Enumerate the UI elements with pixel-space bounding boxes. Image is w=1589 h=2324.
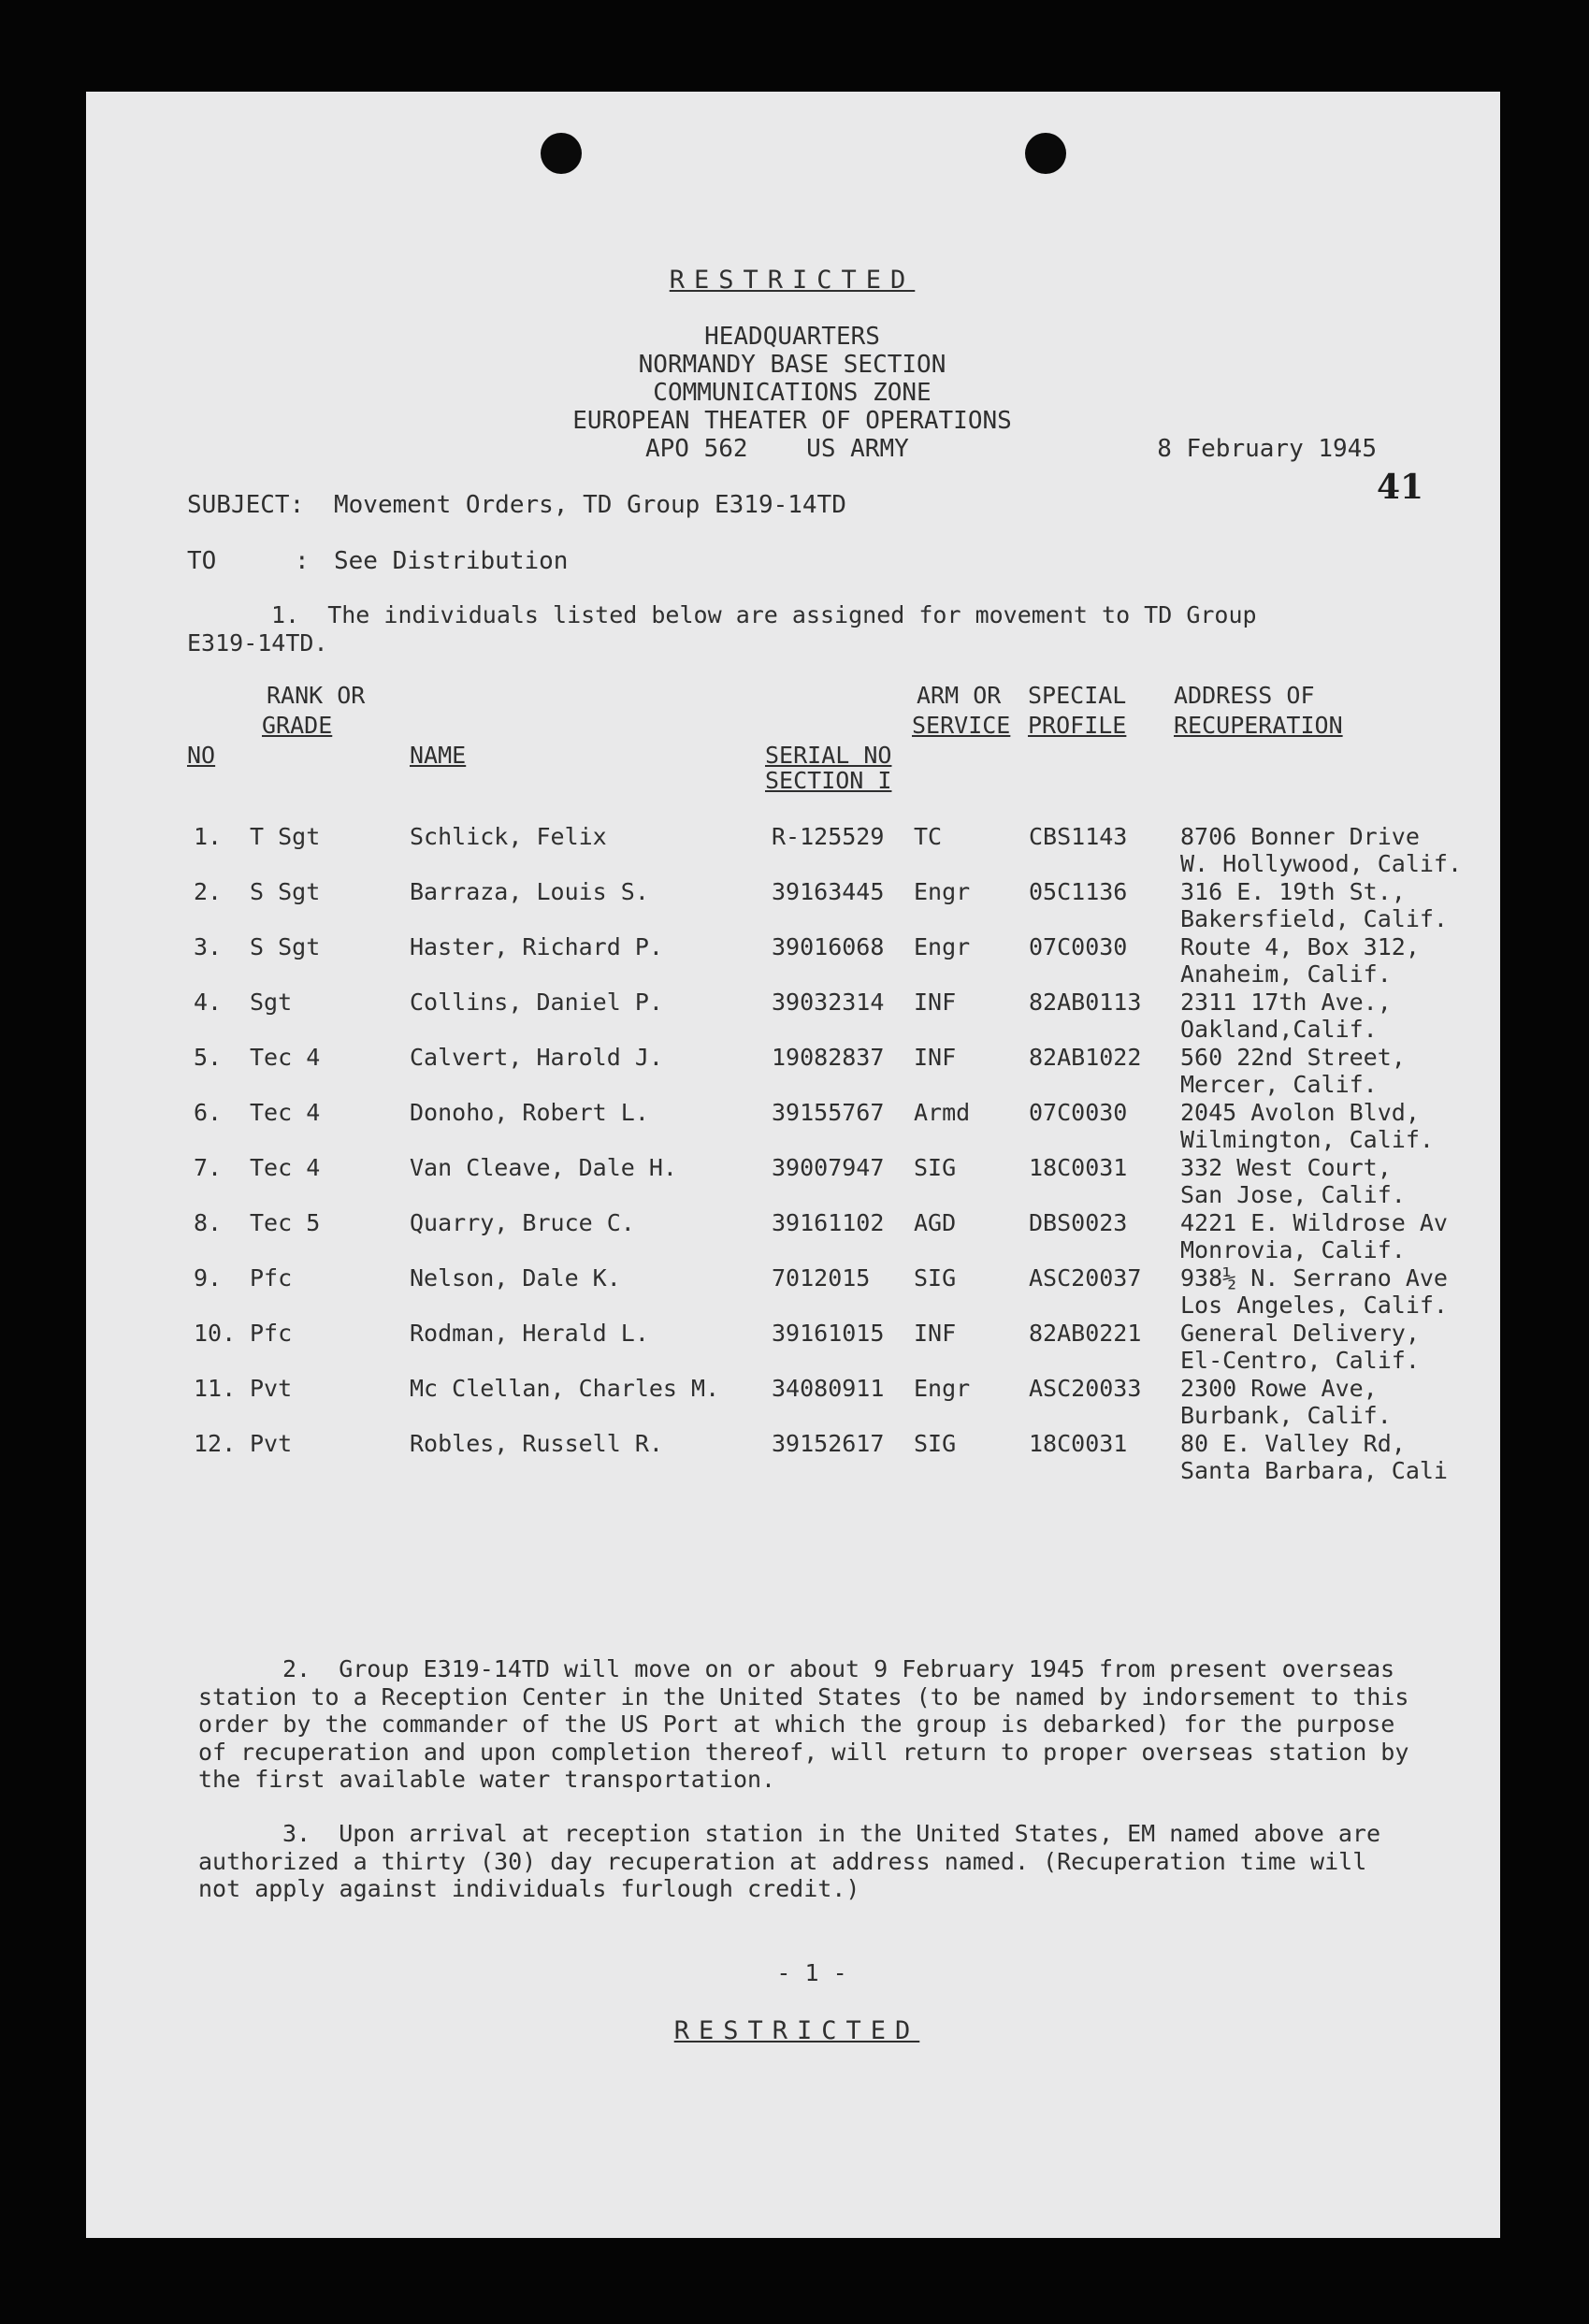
row-arm: SIG [914, 1154, 957, 1181]
row-number: 2. [194, 878, 223, 905]
letterhead-line-5: APO 562 US ARMY [645, 435, 909, 463]
document-page [86, 92, 1500, 2238]
row-name: Rodman, Herald L. [410, 1320, 649, 1347]
paragraph-2-line: order by the commander of the US Port at which the group is debarked) for the purpose [198, 1711, 1395, 1738]
row-address-line-1: 2300 Rowe Ave, [1180, 1375, 1378, 1402]
row-special: 05C1136 [1029, 878, 1128, 905]
row-address-line-2: Oakland,Calif. [1180, 1016, 1378, 1043]
row-number: 5. [194, 1044, 223, 1071]
paragraph-1-line: E319-14TD. [187, 628, 328, 657]
row-number: 4. [194, 989, 223, 1016]
row-arm: INF [914, 989, 957, 1016]
row-number: 10. [194, 1320, 237, 1347]
row-arm: SIG [914, 1430, 957, 1457]
row-serial: 39161102 [772, 1209, 885, 1236]
row-number: 8. [194, 1209, 223, 1236]
to-label: TO [187, 547, 217, 575]
row-arm: Engr [914, 878, 971, 905]
row-address-line-1: 2045 Avolon Blvd, [1180, 1099, 1420, 1126]
paragraph-2-line: station to a Reception Center in the United States (to be named by indorsement to this [198, 1682, 1409, 1711]
row-serial: 39161015 [772, 1320, 885, 1347]
row-address-line-2: Anaheim, Calif. [1180, 960, 1392, 988]
row-address-line-1: 316 E. 19th St., [1180, 878, 1406, 905]
row-address-line-2: W. Hollywood, Calif. [1180, 850, 1463, 877]
row-name: Van Cleave, Dale H. [410, 1154, 677, 1181]
row-number: 12. [194, 1430, 237, 1457]
row-number: 11. [194, 1375, 237, 1402]
row-special: 18C0031 [1029, 1154, 1128, 1181]
row-number: 6. [194, 1099, 223, 1126]
row-special: 18C0031 [1029, 1430, 1128, 1457]
paragraph-3 [198, 1820, 1380, 1903]
row-serial: 39016068 [772, 933, 885, 960]
row-serial: 39155767 [772, 1099, 885, 1126]
row-address-line-2: Monrovia, Calif. [1180, 1236, 1406, 1263]
document-date: 8 February 1945 [1157, 435, 1377, 463]
row-address-line-1: General Delivery, [1180, 1320, 1420, 1347]
row-name: Calvert, Harold J. [410, 1044, 663, 1071]
row-address-line-1: 8706 Bonner Drive [1180, 823, 1420, 850]
letterhead-line-4: EUROPEAN THEATER OF OPERATIONS [572, 407, 1012, 435]
punch-hole-left [541, 133, 582, 174]
col-header-no: NO [187, 742, 216, 769]
paragraph-1-line: 1. The individuals listed below are assigned for movement to TD Group [271, 601, 1257, 628]
col-header-rank: RANK OR GRADE [262, 682, 366, 739]
row-rank: Sgt [250, 989, 293, 1016]
row-address-line-1: 2311 17th Ave., [1180, 989, 1392, 1016]
row-arm: INF [914, 1044, 957, 1071]
row-arm: SIG [914, 1264, 957, 1292]
row-serial: 34080911 [772, 1375, 885, 1402]
row-number: 9. [194, 1264, 223, 1292]
col-header-serial: SERIAL NO [765, 742, 892, 769]
row-arm: Armd [914, 1099, 971, 1126]
row-serial: 7012015 [772, 1264, 871, 1292]
row-address-line-1: 332 West Court, [1180, 1154, 1392, 1181]
row-address-line-2: Mercer, Calif. [1180, 1071, 1378, 1098]
row-rank: Pfc [250, 1320, 293, 1347]
row-rank: Tec 4 [250, 1154, 321, 1181]
paragraph-3-line: not apply against individuals furlough credit.) [198, 1875, 860, 1902]
page-footer-number: - 1 - [776, 1959, 847, 1986]
row-address-line-2: San Jose, Calif. [1180, 1181, 1406, 1208]
row-rank: S Sgt [250, 878, 321, 905]
paragraph-3-line: 3. Upon arrival at reception station in the United States, EM named above are [282, 1820, 1380, 1847]
paragraph-2-line: of recuperation and upon completion thereof, will return to proper overseas station by [198, 1738, 1409, 1766]
col-header-address: ADDRESS OF RECUPERATION [1174, 682, 1343, 739]
section-heading: SECTION I [765, 767, 892, 794]
subject-label: SUBJECT: [187, 491, 305, 519]
letterhead-line-1: HEADQUARTERS [704, 323, 880, 351]
to-text: See Distribution [334, 547, 569, 575]
row-number: 7. [194, 1154, 223, 1181]
row-rank: T Sgt [250, 823, 321, 850]
row-serial: 39163445 [772, 878, 885, 905]
row-special: 82AB1022 [1029, 1044, 1142, 1071]
row-special: ASC20037 [1029, 1264, 1142, 1292]
letterhead-line-3: COMMUNICATIONS ZONE [653, 379, 932, 407]
row-address-line-2: Bakersfield, Calif. [1180, 905, 1448, 932]
row-address-line-1: 4221 E. Wildrose Av [1180, 1209, 1448, 1236]
col-header-name: NAME [410, 742, 467, 769]
paragraph-3-line: authorized a thirty (30) day recuperation at address named. (Recuperation time will [198, 1847, 1367, 1875]
row-rank: Tec 4 [250, 1099, 321, 1126]
classification-banner-top: RESTRICTED [669, 266, 916, 295]
row-address-line-2: Los Angeles, Calif. [1180, 1292, 1448, 1319]
subject-text: Movement Orders, TD Group E319-14TD [334, 491, 846, 519]
paragraph-2-line: 2. Group E319-14TD will move on or about 9 February 1945 from present overseas [282, 1655, 1395, 1682]
row-serial: 39152617 [772, 1430, 885, 1457]
row-rank: S Sgt [250, 933, 321, 960]
col-header-arm: ARM OR SERVICE [912, 682, 1011, 739]
row-rank: Tec 4 [250, 1044, 321, 1071]
row-address-line-2: Burbank, Calif. [1180, 1402, 1392, 1429]
row-address-line-2: El-Centro, Calif. [1180, 1347, 1420, 1374]
row-serial: R-125529 [772, 823, 885, 850]
row-name: Haster, Richard P. [410, 933, 663, 960]
col-header-special: SPECIAL PROFILE [1028, 682, 1127, 739]
row-special: 07C0030 [1029, 933, 1128, 960]
letterhead-line-2: NORMANDY BASE SECTION [638, 351, 946, 379]
row-address-line-2: Santa Barbara, Cali [1180, 1457, 1448, 1484]
row-arm: Engr [914, 933, 971, 960]
row-special: DBS0023 [1029, 1209, 1128, 1236]
row-rank: Pfc [250, 1264, 293, 1292]
row-arm: Engr [914, 1375, 971, 1402]
row-name: Quarry, Bruce C. [410, 1209, 635, 1236]
paragraph-2 [198, 1655, 1408, 1794]
classification-banner-bottom: RESTRICTED [673, 2016, 920, 2045]
row-name: Donoho, Robert L. [410, 1099, 649, 1126]
row-rank: Pvt [250, 1430, 293, 1457]
row-special: ASC20033 [1029, 1375, 1142, 1402]
row-serial: 19082837 [772, 1044, 885, 1071]
row-address-line-1: 80 E. Valley Rd, [1180, 1430, 1406, 1457]
row-number: 3. [194, 933, 223, 960]
paragraph-2-line: the first available water transportation. [198, 1766, 776, 1793]
row-name: Barraza, Louis S. [410, 878, 649, 905]
row-name: Robles, Russell R. [410, 1430, 663, 1457]
paragraph-1 [187, 601, 1257, 657]
row-arm: INF [914, 1320, 957, 1347]
punch-hole-right [1025, 133, 1066, 174]
row-rank: Tec 5 [250, 1209, 321, 1236]
row-special: 07C0030 [1029, 1099, 1128, 1126]
row-address-line-1: 938½ N. Serrano Ave [1180, 1264, 1448, 1292]
row-name: Mc Clellan, Charles M. [410, 1375, 720, 1402]
row-address-line-2: Wilmington, Calif. [1180, 1126, 1434, 1153]
row-arm: AGD [914, 1209, 957, 1236]
row-special: 82AB0221 [1029, 1320, 1142, 1347]
row-special: 82AB0113 [1029, 989, 1142, 1016]
row-name: Collins, Daniel P. [410, 989, 663, 1016]
row-name: Schlick, Felix [410, 823, 607, 850]
row-special: CBS1143 [1029, 823, 1128, 850]
row-serial: 39007947 [772, 1154, 885, 1181]
row-arm: TC [914, 823, 943, 850]
row-name: Nelson, Dale K. [410, 1264, 621, 1292]
to-separator: : [295, 547, 310, 575]
page-number-stamp: 41 [1377, 468, 1424, 507]
row-serial: 39032314 [772, 989, 885, 1016]
row-address-line-1: 560 22nd Street, [1180, 1044, 1406, 1071]
row-number: 1. [194, 823, 223, 850]
row-address-line-1: Route 4, Box 312, [1180, 933, 1420, 960]
row-rank: Pvt [250, 1375, 293, 1402]
